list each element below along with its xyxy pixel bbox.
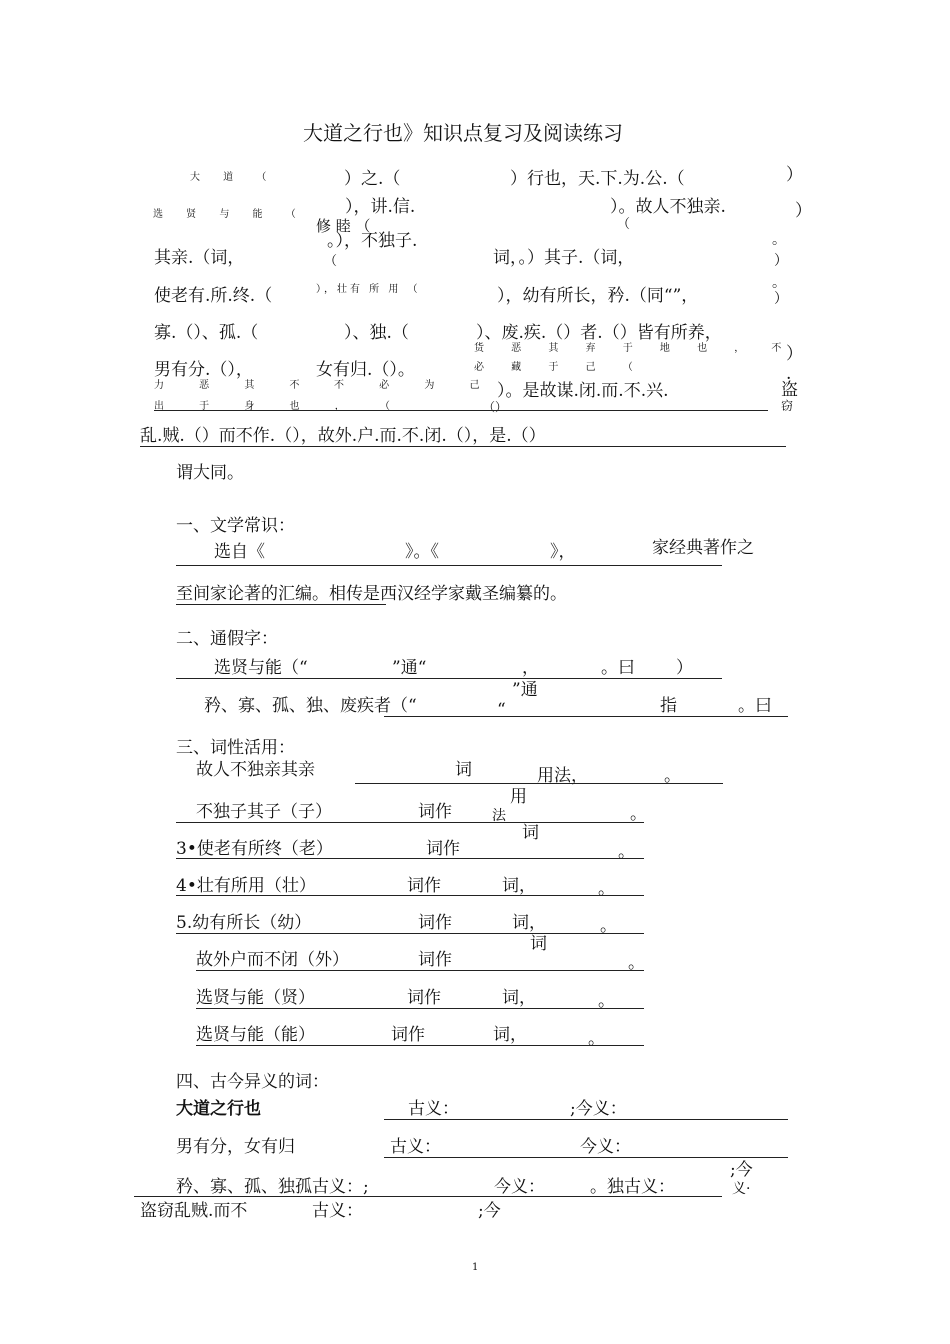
fill-text: 大道之行也	[176, 1099, 261, 1119]
passage-text: 。	[772, 275, 786, 291]
fill-text: 词，	[502, 876, 536, 896]
fill-text: 词作	[418, 802, 452, 822]
passage-text: ）	[774, 291, 788, 307]
passage-text: 其亲.（词，	[154, 248, 245, 268]
passage-text: ）	[786, 165, 803, 185]
passage-annotation: 出 于 身 也 ， （	[154, 401, 406, 412]
fill-text: 。	[598, 879, 615, 899]
passage-text: ），幼有所长，矜.（同“”，	[497, 286, 699, 306]
fill-text: 。	[630, 804, 647, 824]
fill-text: 故外户而不闭（外）	[196, 950, 349, 970]
fill-text: 。	[588, 1029, 605, 1049]
fill-text: ;今	[478, 1201, 501, 1221]
fill-text: 。曰	[601, 658, 635, 678]
fill-text: 今义：	[494, 1177, 545, 1197]
passage-text: ）。故人不独亲.	[610, 197, 726, 217]
fill-text: 矜、寡、孤、独、废疾者（“	[204, 696, 417, 716]
fill-text: 选贤与能（“	[214, 658, 308, 678]
fill-text: 用	[510, 787, 527, 807]
fill-text: 。	[628, 953, 645, 973]
fill-text: 选自《	[214, 542, 265, 562]
passage-annotation: 大 道 （	[190, 172, 277, 183]
passage-text: .	[786, 364, 792, 384]
fill-text: 。	[600, 916, 617, 936]
fill-text: 古义：	[312, 1201, 363, 1221]
fill-text: 。曰	[738, 696, 772, 716]
fill-text: ;今义：	[570, 1099, 627, 1119]
passage-text: ）	[774, 253, 788, 269]
section-heading: 一、文学常识：	[176, 516, 295, 536]
fill-text: 至间家论著的汇编。相传是西汉经学家戴圣编纂的。	[176, 584, 567, 604]
passage-text: （	[617, 217, 631, 232]
fill-text: 指	[660, 696, 677, 716]
fill-text: 故人不独亲其亲	[196, 760, 315, 780]
fill-text: 词	[455, 760, 472, 780]
fill-text: 词作	[391, 1025, 425, 1045]
fill-text: 词作	[407, 876, 441, 896]
passage-text: （	[324, 254, 338, 269]
passage-text: ）、废.疾.（）者.（）皆有所养，	[476, 323, 722, 343]
passage-text: ），讲.信.	[345, 197, 416, 217]
passage-text: ）之.（	[344, 169, 401, 189]
fill-text: 词作	[418, 950, 452, 970]
passage-annotation: 不 必 为 己	[334, 380, 496, 391]
fill-text: 词，	[512, 913, 546, 933]
fill-text: ，	[522, 658, 539, 678]
fill-text: 。独古义：	[590, 1177, 675, 1197]
fill-text: 矜、寡、孤、独孤古义：;	[176, 1177, 369, 1197]
passage-text: 女有归.（）。	[316, 360, 415, 380]
passage-text: 男有分.（），	[154, 360, 253, 380]
fill-text: 词，	[502, 988, 536, 1008]
passage-text: 。	[772, 232, 786, 248]
fill-text: 选贤与能（能）	[196, 1025, 315, 1045]
fill-text: 词，	[493, 1025, 527, 1045]
fill-text: 义·	[732, 1181, 751, 1197]
fill-text: ;今	[730, 1160, 753, 1180]
fill-text: 今义：	[580, 1137, 631, 1157]
fill-text: 词	[530, 934, 547, 954]
fill-text: 盗窃乱贼.而不	[140, 1201, 248, 1221]
passage-text: 。），不独子.	[327, 231, 418, 251]
fill-text: 词作	[407, 988, 441, 1008]
passage-text: 修 睦 （	[316, 217, 371, 235]
fill-text: 不独子其子（子）	[196, 802, 332, 822]
fill-text: ”通“	[392, 658, 427, 678]
section-heading: 三、词性活用：	[176, 738, 295, 758]
page-number: 1	[472, 1262, 479, 1273]
passage-text: 窃	[781, 399, 794, 413]
passage-text: 乱.贼.（）而不作.（），故外.户.而.不.闭.（），是.（）	[140, 426, 546, 446]
passage-text: （）	[483, 400, 508, 414]
fill-text: 。	[664, 766, 681, 786]
passage-annotation: 选 贤 与 能 （	[153, 209, 306, 220]
passage-annotation: 必 藏 于 己 （	[474, 362, 645, 373]
fill-text: 词作	[418, 913, 452, 933]
section-heading: 二、通假字：	[176, 629, 278, 649]
passage-text: 谓大同。	[176, 463, 244, 483]
fill-text: 男有分，女有归	[176, 1137, 295, 1157]
fill-text: 4•壮有所用（壮）	[176, 876, 316, 896]
passage-text: ）	[795, 201, 812, 221]
fill-text: 选贤与能（贤）	[196, 988, 315, 1008]
passage-text: ）。是故谋.闭.而.不.兴.	[497, 381, 669, 401]
passage-text: ）行也，天.下.为.公.（	[510, 169, 685, 189]
fill-text: 古义：	[390, 1137, 441, 1157]
fill-text: 5.幼有所长（幼）	[176, 913, 312, 933]
fill-text: 》，	[550, 542, 576, 562]
fill-text: 》。《	[405, 542, 439, 562]
fill-text: “	[497, 700, 506, 720]
section-heading: 四、古今异义的词：	[176, 1072, 329, 1092]
fill-text: 古义：	[408, 1099, 459, 1119]
passage-annotation: 货 恶 其 弃 于 地 也 ， 不	[474, 343, 794, 354]
passage-text: 寡.（）、孤.（	[154, 323, 259, 343]
passage-annotation: ），壮有 所 用 （	[316, 284, 421, 295]
fill-text: 词	[522, 823, 539, 843]
fill-text: 词作	[426, 839, 460, 859]
passage-text: 使老有.所.终.（	[154, 286, 273, 306]
fill-text: 3•使老有所终（老）	[176, 839, 333, 859]
passage-text: 盗	[781, 380, 798, 400]
fill-text: ）	[676, 658, 693, 678]
fill-text: 。	[618, 842, 635, 862]
passage-annotation: 力 恶 其 不	[154, 380, 316, 391]
fill-text: 法	[492, 808, 506, 824]
fill-text: 家经典著作之	[652, 538, 754, 558]
passage-text: ）	[786, 344, 803, 364]
passage-text: ）、独.（	[344, 323, 409, 343]
passage-text: 词，。）其子.（词，	[493, 248, 635, 268]
fill-text: 。	[598, 991, 615, 1011]
page-title: 大道之行也》知识点复习及阅读练习	[303, 121, 623, 145]
fill-text: 用法，	[537, 766, 588, 786]
fill-text: ”通	[512, 680, 538, 700]
